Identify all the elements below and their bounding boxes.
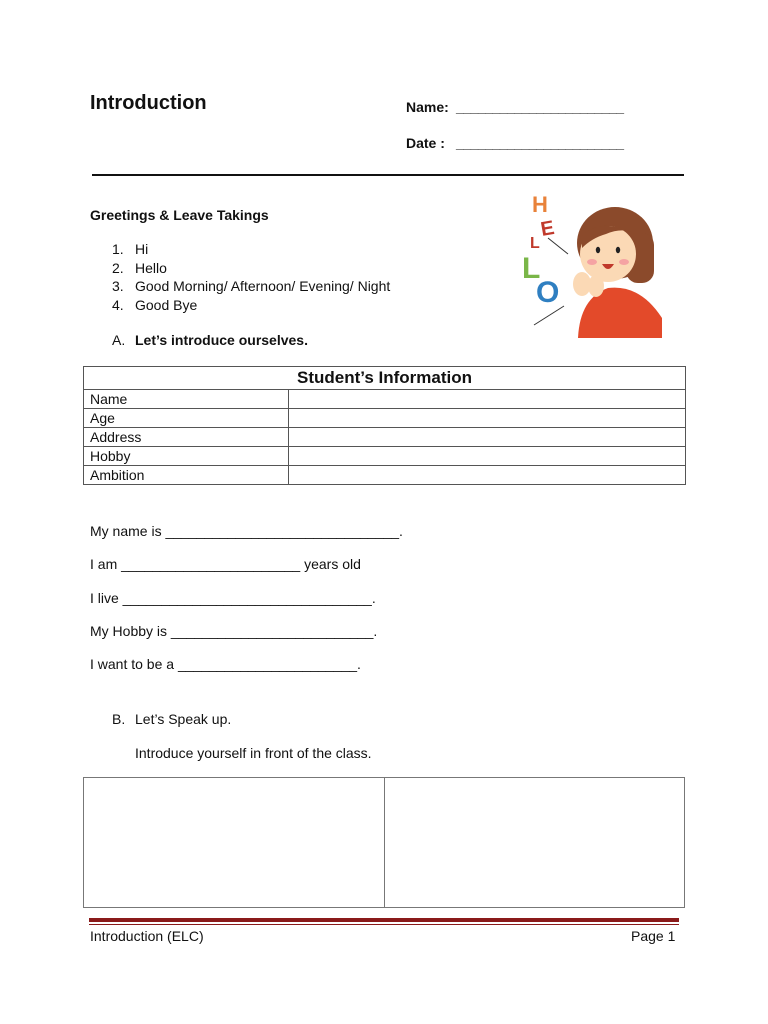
date-label: Date :	[406, 135, 445, 151]
sentence-live: I live ________________________________.	[90, 590, 376, 606]
hello-girl-illustration	[520, 188, 670, 338]
row-value-ambition[interactable]	[289, 466, 686, 485]
sentence-name: My name is ______________________________.	[90, 523, 403, 539]
table-row	[84, 466, 686, 485]
letter-h: H	[532, 192, 548, 217]
footer-page-number: Page 1	[631, 928, 676, 944]
part-b-heading: B. Let’s Speak up.	[112, 711, 232, 727]
list-item: 2. Hello	[112, 259, 167, 276]
date-line: _______________________	[456, 135, 624, 151]
row-label-ambition: Ambition	[84, 466, 289, 485]
row-value-hobby[interactable]	[289, 447, 686, 466]
footer-rule-thick	[89, 918, 679, 922]
greetings-list	[112, 240, 390, 314]
footer-left: Introduction (ELC)	[90, 928, 204, 944]
row-value-name[interactable]	[289, 390, 686, 409]
table-header: Student’s Information	[84, 367, 686, 390]
row-value-address[interactable]	[289, 428, 686, 447]
sentence-hobby: My Hobby is __________________________.	[90, 623, 378, 639]
letter-o: O	[536, 276, 560, 309]
table-row	[84, 409, 686, 428]
row-label-hobby: Hobby	[84, 447, 289, 466]
letter-l2: L	[522, 252, 541, 285]
student-info-table	[83, 366, 686, 485]
name-line: _______________________	[456, 99, 624, 115]
footer-rule-thin	[89, 924, 679, 925]
answer-box	[83, 777, 685, 908]
instruction-text: Introduce yourself in front of the class.	[135, 745, 372, 761]
list-item: 3. Good Morning/ Afternoon/ Evening/ Night	[112, 278, 391, 294]
box-divider	[384, 778, 385, 907]
row-label-age: Age	[84, 409, 289, 428]
sentence-ambition: I want to be a _______________________.	[90, 656, 361, 672]
sentence-age: I am _______________________ years old	[90, 556, 361, 572]
letter-e: E	[539, 216, 557, 241]
table-row	[84, 447, 686, 466]
row-label-address: Address	[84, 428, 289, 447]
row-label-name: Name	[84, 390, 289, 409]
header-divider	[92, 174, 684, 176]
part-a-heading: A. Let’s introduce ourselves.	[112, 332, 308, 348]
page-title: Introduction	[90, 92, 207, 114]
list-item: 4. Good Bye	[112, 296, 198, 313]
greetings-heading: Greetings & Leave Takings	[90, 207, 269, 223]
list-item: 1. Hi	[112, 241, 149, 257]
row-value-age[interactable]	[289, 409, 686, 428]
name-label: Name:	[406, 99, 449, 115]
table-row	[84, 390, 686, 409]
table-row	[84, 428, 686, 447]
letter-l1: L	[530, 235, 540, 252]
